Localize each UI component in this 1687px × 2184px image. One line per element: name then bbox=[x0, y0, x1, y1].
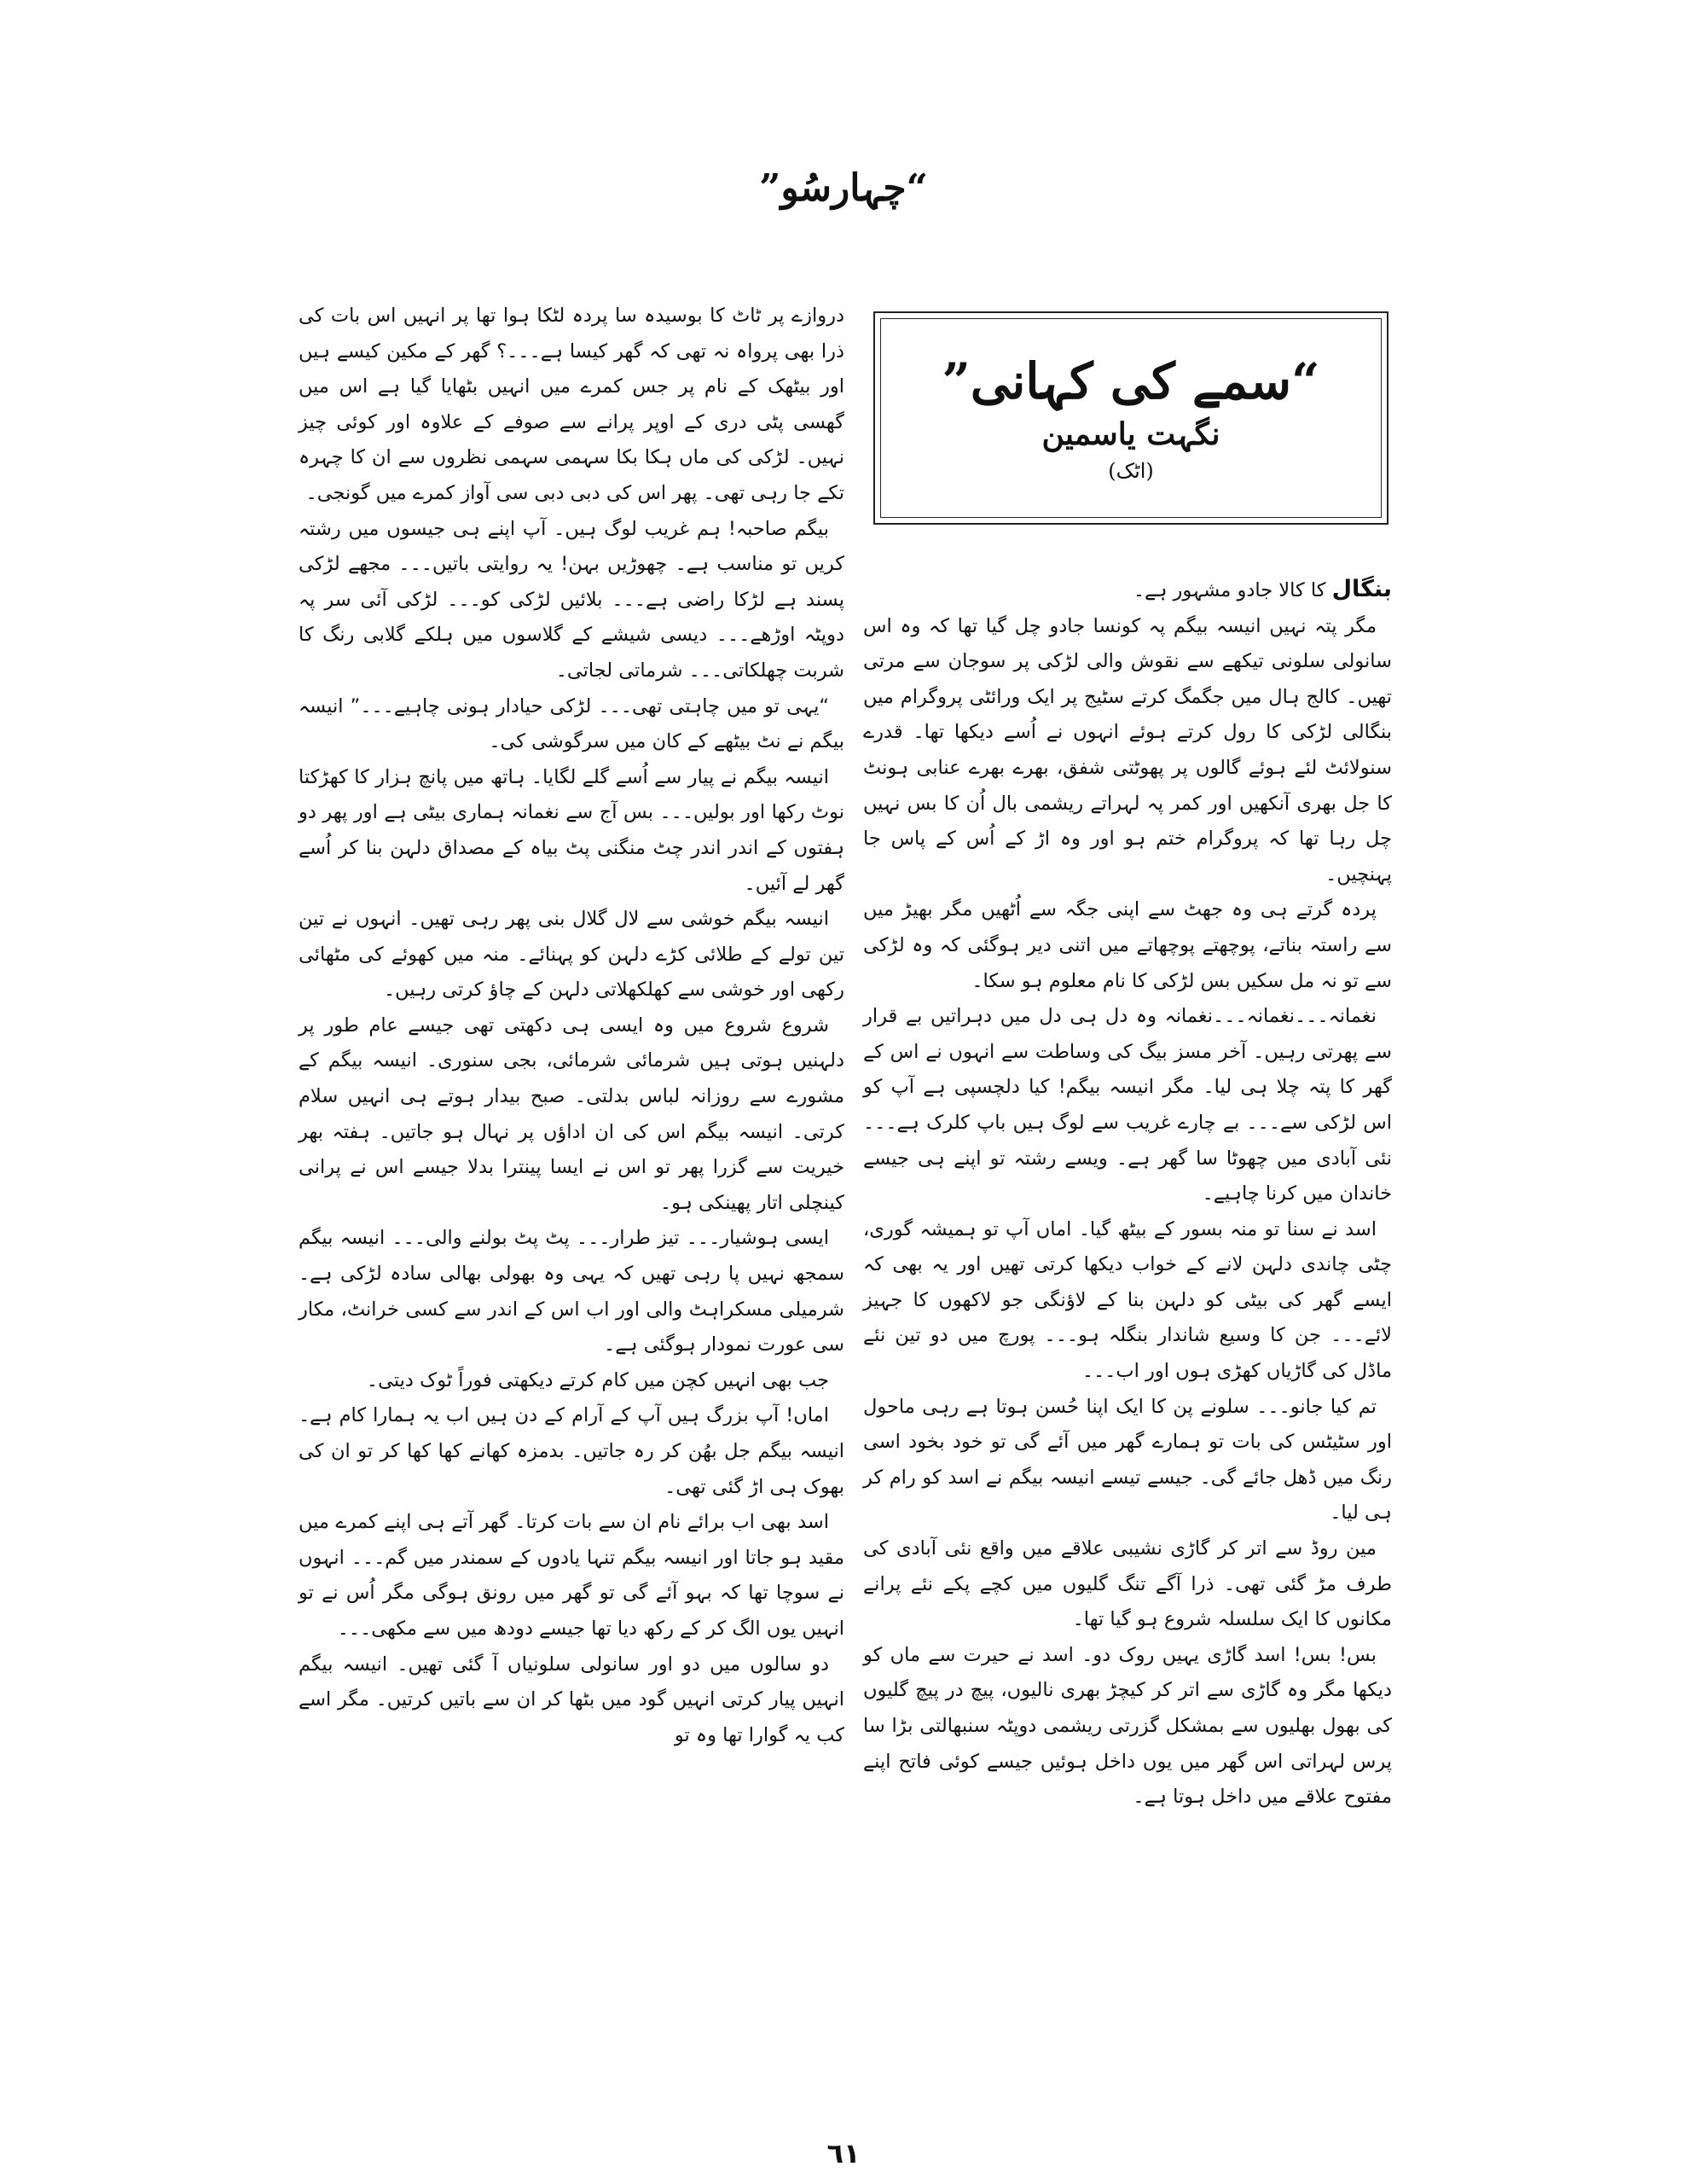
paragraph: بیگم صاحبہ! ہم غریب لوگ ہیں۔ آپ اپنے ہی جیسوں میں رشتہ کریں تو مناسب ہے۔ چھوڑیں بہن! یہ روایتی باتیں۔۔۔ مجھے لڑکی پسند ہے لڑکا راضی ہے۔۔۔ بلائیں لڑکی کو۔۔۔ لڑکی آئی سر پہ دوپٹہ اوڑھے۔۔۔ دیسی شیشے کے گلاسوں میں ہلکے گلابی رنگ کا شربت چھلکاتی۔۔۔ شرماتی لجاتی۔ bbox=[299, 517, 844, 682]
story-title: “سمے کی کہانی” bbox=[942, 352, 1320, 410]
left-column bbox=[299, 299, 844, 1753]
paragraph: شروع شروع میں وہ ایسی ہی دکھتی تھی جیسے عام طور پر دلہنیں ہوتی ہیں شرمائی شرمائی، بجی سنوری۔ انیسہ بیگم کے مشورے سے روزانہ لباس بدلتی۔ صبح بیدار ہوتے ہی انہیں سلام کرتی۔ انیسہ بیگم اس کی ان اداؤں پر نہال ہو جاتیں۔ ہفتہ بھر خیریت سے گزرا پھر تو اس نے ایسا پینترا بدلا جیسے اس نے پرانی کینچلی اتار پھینکی ہو۔ bbox=[299, 1014, 844, 1214]
paragraph: دو سالوں میں دو اور سانولی سلونیاں آ گئی تھیں۔ انیسہ بیگم انہیں پیار کرتی انہیں گود میں بٹھا کر ان سے باتیں کرتیں۔ مگر اسے کب یہ گوارا تھا وہ تو bbox=[299, 1653, 844, 1746]
paragraph: انیسہ بیگم خوشی سے لال گلال بنی پھر رہی تھیں۔ انہوں نے تین تین تولے کے طلائی کڑے دلہن کو پہنائے۔ منہ میں کھوئے کی مٹھائی رکھی اور خوشی سے کھلکھلاتی دلہن کے چاؤ کرتی رہیں۔ bbox=[299, 908, 844, 1002]
right-column bbox=[863, 572, 1392, 1815]
paragraph: بس! بس! اسد گاڑی یہیں روک دو۔ اسد نے حیرت سے ماں کو دیکھا مگر وہ گاڑی سے اتر کر کیچڑ بھری نالیوں، پیچ در پیچ گلیوں کی بھول بھلیوں سے بمشکل گزرتی ریشمی دوپٹہ سنبھالتی بڑا سا پرس لہراتی اس گھر میں یوں داخل ہوئیں جیسے کوئی فاتح اپنے مفتوح علاقے میں داخل ہوتا ہے۔ bbox=[863, 1643, 1392, 1809]
paragraph-text: کا کالا جادو مشہور ہے۔ bbox=[1133, 579, 1332, 601]
paragraph: اسد بھی اب برائے نام ان سے بات کرتا۔ گھر آتے ہی اپنے کمرے میں مقید ہو جاتا اور انیسہ بیگم تنہا یادوں کے سمندر میں گم۔۔۔ انہوں نے سوچا تھا کہ بہو آئے گی تو گھر میں رونق ہوگی مگر اُس نے تو انہیں یوں الگ کر کے رکھ دیا تھا جیسے دودھ میں سے مکھی۔۔۔ bbox=[299, 1511, 844, 1640]
page-number: ٦١ bbox=[826, 2137, 861, 2169]
paragraph: اسد نے سنا تو منہ بسور کے بیٹھ گیا۔ اماں آپ تو ہمیشہ گوری، چٹی چاندی دلہن لانے کے خواب دیکھا کرتی تھیں اور یہ بھی کہ ایسے گھر کی بیٹی کو دلہن بنا کے لاؤنگی جو لاکھوں کا جہیز لائے۔۔۔ جن کا وسیع شاندار بنگلہ ہو۔۔۔ پورچ میں دو تین نئے ماڈل کی گاڑیاں کھڑی ہوں اور اب۔۔۔ bbox=[863, 1217, 1392, 1383]
story-title-frame bbox=[880, 318, 1382, 518]
paragraph: ایسی ہوشیار۔۔۔ تیز طرار۔۔۔ پٹ پٹ بولنے والی۔۔۔ انیسہ بیگم سمجھ نہیں پا رہی تھیں کہ یہی وہ بھولی بھالی سادہ لڑکی ہے۔ شرمیلی مسکراہٹ والی اور اب اس کے اندر سے کسی خرانٹ، مکار سی عورت نمودار ہوگئی ہے۔ bbox=[299, 1227, 844, 1356]
story-title-box bbox=[873, 311, 1388, 525]
paragraph: “یہی تو میں چاہتی تھی۔۔۔ لڑکی حیادار ہونی چاہیے۔۔۔” انیسہ بیگم نے نٹ بیٹھے کے کان میں سرگوشی کی۔ bbox=[299, 694, 844, 753]
paragraph: مگر پتہ نہیں انیسہ بیگم پہ کونسا جادو چل گیا تھا کہ وہ اس سانولی سلونی تیکھے سے نقوش والی لڑکی پر سوجان سے مرتی تھیں۔ کالج ہال میں جگمگ کرتے سٹیج پر ایک ورائٹی پروگرام میں بنگالی لڑکی کا رول کرتے ہوئے انہوں نے اُسے دیکھا تھا۔ قدرے سنولائٹ لئے ہوئے گالوں پر پھوٹتی شفق، بھرے بھرے عنابی ہونٹ کا جل بھری آنکھیں اور کمر پہ لہراتے ریشمی بال اُن کا بس نہیں چل رہا تھا کہ پروگرام ختم ہو اور وہ اڑ کے اُس کے پاس جا پہنچیں۔ bbox=[863, 614, 1392, 886]
paragraph: پردہ گرتے ہی وہ جھٹ سے اپنی جگہ سے اُٹھیں مگر بھیڑ میں سے راستہ بناتے، پوچھتے پوچھاتے میں اتنی دیر ہوگئی کہ وہ لڑکی سے تو نہ مل سکیں بس لڑکی کا نام معلوم ہو سکا۔ bbox=[863, 898, 1392, 992]
paragraph: تم کیا جانو۔۔۔ سلونے پن کا ایک اپنا حُسن ہوتا ہے رہی ماحول اور سٹیٹس کی بات تو ہمارے گھر میں آئے گی تو خود بخود اسی رنگ میں ڈھل جائے گی۔ جیسے تیسے انیسہ بیگم نے اسد کو رام کر ہی لیا۔ bbox=[863, 1395, 1392, 1525]
paragraph: دروازے پر ٹاٹ کا بوسیدہ سا پردہ لٹکا ہوا تھا پر انہیں اس بات کی ذرا بھی پرواہ نہ تھی کہ گھر کیسا ہے۔۔۔؟ گھر کے مکین کیسے ہیں اور بیٹھک کے نام پر جس کمرے میں انہیں بٹھایا گیا ہے اس میں گھسی پٹی دری کے اوپر پرانے سے صوفے کے علاوہ اور کوئی چیز نہیں۔ لڑکی کی ماں ہکا بکا سہمی سہمی نظروں سے ان کا چہرہ تکے جا رہی تھی۔ پھر اس کی دبی دبی سی آواز کمرے میں گونجی۔ bbox=[299, 305, 844, 504]
paragraph: نغمانہ۔۔۔نغمانہ۔۔۔نغمانہ وہ دل ہی دل میں دہراتیں بے قرار سے پھرتی رہیں۔ آخر مسز بیگ کی وساطت سے انہوں نے اس کے گھر کا پتہ چلا ہی لیا۔ مگر انیسہ بیگم! کیا دلچسپی ہے آپ کو اس لڑکی سے۔۔۔ بے چارے غریب سے لوگ ہیں باپ کلرک ہے۔۔۔ نئی آبادی میں چھوٹا سا گھر ہے۔ ویسے رشتہ تو اپنے ہی جیسے خاندان میں کرنا چاہیے۔ bbox=[863, 1005, 1392, 1205]
story-author: نگہت یاسمین bbox=[1041, 416, 1220, 452]
paragraph: انیسہ بیگم نے پیار سے اُسے گلے لگایا۔ ہاتھ میں پانچ ہزار کا کھڑکتا نوٹ رکھا اور بولیں۔۔۔ بس آج سے نغمانہ ہماری بیٹی ہے اور پھر دو ہفتوں کے اندر اندر چٹ منگنی پٹ بیاہ کے مصداق دلہن بنا کر اُسے گھر لے آئیں۔ bbox=[299, 765, 844, 895]
paragraph: جب بھی انہیں کچن میں کام کرتے دیکھتی فوراً ٹوک دیتی۔ bbox=[366, 1368, 829, 1391]
paragraph: مین روڈ سے اتر کر گاڑی نشیبی علاقے میں واقع نئی آبادی کی طرف مڑ گئی تھی۔ ذرا آگے تنگ گلیوں میں کچے پکے نئے پرانے مکانوں کا ایک سلسلہ شروع ہو گیا تھا۔ bbox=[863, 1537, 1392, 1631]
paragraph: اماں! آپ بزرگ ہیں آپ کے آرام کے دن ہیں اب یہ ہمارا کام ہے۔ انیسہ بیگم جل بھُن کر رہ جاتیں۔ بدمزہ کھانے کھا کھا کر تو ان کی بھوک ہی اڑ گئی تھی۔ bbox=[299, 1404, 844, 1498]
story-location: (اٹک) bbox=[1108, 459, 1154, 483]
paragraph bbox=[863, 572, 1392, 609]
lead-word: بنگال bbox=[1331, 576, 1392, 602]
magazine-header: “چہارسُو” bbox=[759, 166, 928, 210]
